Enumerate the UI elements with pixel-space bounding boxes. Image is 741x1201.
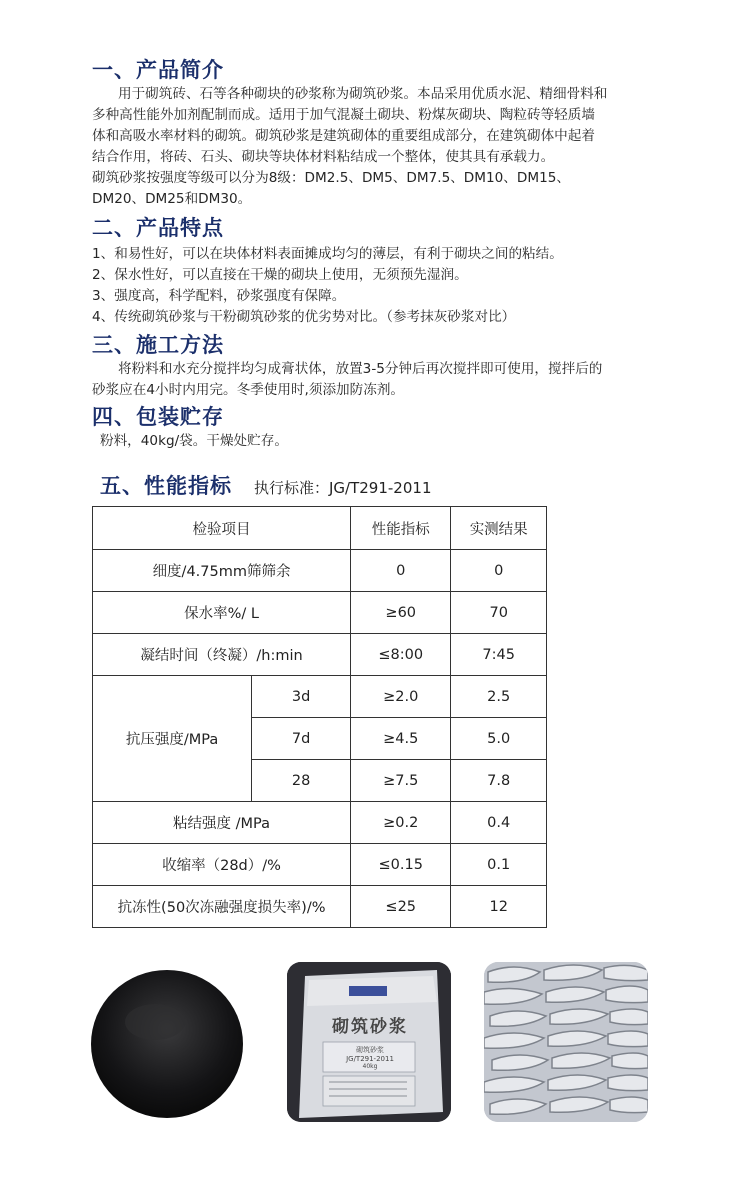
row-item: 粘结强度 /MPa [93,802,351,844]
bag-small-line: 砌筑砂浆 [356,1046,384,1054]
bag-photo [287,962,451,1122]
feature-line: 4、传统砌筑砂浆与干粉砌筑砂浆的优劣势对比。（参考抹灰砂浆对比） [92,309,516,325]
row-result: 0.4 [451,802,547,844]
method-line: 将粉料和水充分搅拌均匀成膏状体，放置3-5分钟后再次搅拌即可使用，搅拌后的 [118,361,603,377]
heading-method: 三、施工方法 [92,333,224,357]
row-result: 2.5 [451,676,547,718]
performance-title: 五、性能指标 [100,474,232,498]
stacked-bags-photo [484,962,648,1122]
row-spec: ≥0.2 [351,802,451,844]
table-row [93,886,547,928]
packaging-line: 粉料，40kg/袋。干燥处贮存。 [100,433,288,449]
row-item: 收缩率（28d）/% [93,844,351,886]
heading-features: 二、产品特点 [92,216,224,240]
bag-title: 砌筑砂浆 [332,1017,408,1037]
row-spec: 0 [351,550,451,592]
table-row [93,592,547,634]
table-row [93,550,547,592]
row-result: 12 [451,886,547,928]
feature-line: 1、和易性好，可以在块体材料表面摊成均匀的薄层，有利于砌块之间的粘结。 [92,246,563,262]
strength-label: 抗压强度/MPa [93,676,252,802]
row-spec: ≥60 [351,592,451,634]
table-row [93,844,547,886]
row-item: 抗冻性(50次冻融强度损失率)/% [93,886,351,928]
row-spec: ≥4.5 [351,718,451,760]
table-row [93,634,547,676]
row-item: 凝结时间（终凝）/h:min [93,634,351,676]
performance-table [92,506,547,928]
feature-line: 3、强度高，科学配料，砂浆强度有保障。 [92,288,346,304]
row-item: 保水率%/ L [93,592,351,634]
table-row [93,802,547,844]
heading-packaging: 四、包装贮存 [92,405,224,429]
heading-performance [100,470,431,500]
row-result: 7.8 [451,760,547,802]
table-header-row [93,507,547,550]
method-line: 砂浆应在4小时内用完。冬季使用时,须添加防冻剂。 [92,382,405,398]
bag-small-line: JG/T291-2011 [346,1055,394,1063]
strength-age: 7d [252,718,351,760]
header-item: 检验项目 [93,507,351,550]
intro-line: 多种高性能外加剂配制而成。适用于加气混凝土砌块、粉煤灰砌块、陶粒砖等轻质墙 [92,107,595,123]
row-spec: ≤0.15 [351,844,451,886]
row-spec: ≥2.0 [351,676,451,718]
feature-line: 2、保水性好，可以直接在干燥的砌块上使用，无须预先湿润。 [92,267,468,283]
intro-line: 砌筑砂浆按强度等级可以分为8级：DM2.5、DM5、DM7.5、DM10、DM15、 [92,170,570,186]
header-spec: 性能指标 [351,507,451,550]
header-result: 实测结果 [451,507,547,550]
intro-line: 用于砌筑砖、石等各种砌块的砂浆称为砌筑砂浆。本品采用优质水泥、精细骨料和 [118,86,608,102]
strength-age: 3d [252,676,351,718]
row-spec: ≤25 [351,886,451,928]
intro-line: 体和高吸水率材料的砌筑。砌筑砂浆是建筑砌体的重要组成部分，在建筑砌体中起着 [92,128,595,144]
row-result: 0 [451,550,547,592]
row-spec: ≥7.5 [351,760,451,802]
powder-photo [85,962,249,1122]
row-spec: ≤8:00 [351,634,451,676]
performance-standard: 执行标准：JG/T291-2011 [254,479,432,497]
row-result: 5.0 [451,718,547,760]
row-result: 0.1 [451,844,547,886]
strength-age: 28 [252,760,351,802]
row-result: 70 [451,592,547,634]
table-row [93,676,547,718]
row-result: 7:45 [451,634,547,676]
heading-intro: 一、产品简介 [92,58,224,82]
bag-small-line: 40kg [362,1063,378,1070]
intro-line: DM20、DM25和DM30。 [92,191,252,207]
row-item: 细度/4.75mm筛筛余 [93,550,351,592]
intro-line: 结合作用，将砖、石头、砌块等块体材料粘结成一个整体，使其具有承载力。 [92,149,555,165]
